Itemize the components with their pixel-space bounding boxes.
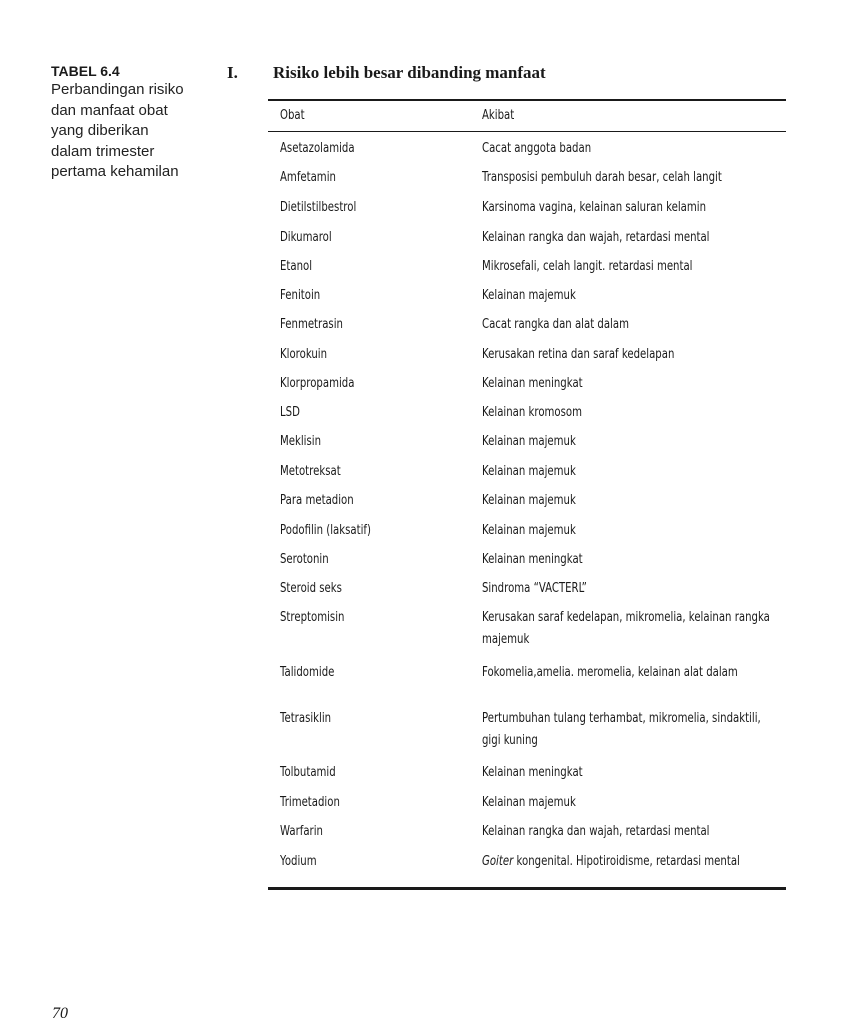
effect-cell: Kelainan meningkat	[482, 376, 583, 391]
effect-cell	[482, 851, 771, 873]
effect-cell: Karsinoma vagina, kelainan saluran kelamin	[482, 200, 707, 215]
effect-cell: Kelainan majemuk	[482, 523, 576, 538]
effect-cell: Kelainan meningkat	[482, 552, 583, 567]
effect-cell: Pertumbuhan tulang terhambat, mikromelia, sindaktili, gigi kuning	[482, 711, 761, 748]
drug-cell: Streptomisin	[280, 610, 345, 625]
effect-cell: Kerusakan saraf kedelapan, mikromelia, kelainan rangka majemuk	[482, 610, 770, 647]
drug-cell: Fenmetrasin	[280, 317, 343, 332]
effect-cell: Cacat rangka dan alat dalam	[482, 317, 629, 332]
drug-cell: Warfarin	[280, 824, 323, 839]
section-title: Risiko lebih besar dibanding manfaat	[273, 63, 546, 82]
caption-line: pertama kehamilan	[51, 163, 179, 180]
effect-cell: Transposisi pembuluh darah besar, celah langit	[482, 170, 722, 185]
drug-cell: Etanol	[280, 259, 313, 274]
table-bottom-rule	[268, 887, 786, 890]
effect-cell: Kelainan rangka dan wajah, retardasi mental	[482, 824, 710, 839]
drug-cell: Podofilin (laksatif)	[280, 523, 371, 538]
effect-cell: Cacat anggota badan	[482, 141, 592, 156]
drug-cell: Klorpropamida	[280, 376, 355, 391]
column-header-effect: Akibat	[482, 108, 515, 123]
effect-cell: Kelainan majemuk	[482, 493, 576, 508]
effect-cell: Kelainan kromosom	[482, 405, 582, 420]
effect-cell: Kelainan majemuk	[482, 288, 576, 303]
drug-cell: Metotreksat	[280, 464, 341, 479]
drug-cell: Tetrasiklin	[280, 711, 332, 726]
drug-cell: Amfetamin	[280, 170, 336, 185]
drug-cell: Dietilstilbestrol	[280, 200, 357, 215]
drug-cell: Trimetadion	[280, 795, 340, 810]
effect-cell: Kerusakan retina dan saraf kedelapan	[482, 347, 675, 362]
drug-cell: Asetazolamida	[280, 141, 355, 156]
effect-italic: Goiter	[482, 854, 514, 869]
drug-cell: LSD	[280, 405, 300, 420]
section-number: I.	[227, 63, 238, 82]
drug-cell: Meklisin	[280, 434, 322, 449]
effect-cell: Fokomelia,amelia. meromelia, kelainan alat dalam	[482, 665, 738, 680]
drug-cell: Para metadion	[280, 493, 354, 508]
drug-cell: Fenitoin	[280, 288, 321, 303]
drug-cell: Serotonin	[280, 552, 329, 567]
drug-cell: Talidomide	[280, 665, 335, 680]
effect-text: kongenital. Hipotiroidisme, retardasi mental	[516, 854, 740, 869]
caption-line: dalam trimester	[51, 142, 155, 160]
caption-line: Perbandingan risiko	[51, 81, 184, 98]
drug-cell: Steroid seks	[280, 581, 342, 596]
page-number: 70	[52, 1005, 68, 1022]
drug-cell: Dikumarol	[280, 230, 332, 245]
drug-cell: Yodium	[280, 854, 317, 869]
effect-cell: Kelainan majemuk	[482, 434, 576, 449]
caption-line: dan manfaat obat	[51, 101, 168, 119]
effect-cell: Kelainan majemuk	[482, 464, 576, 479]
effect-cell: Mikrosefali, celah langit. retardasi mental	[482, 259, 693, 274]
caption-line: yang diberikan	[51, 122, 149, 139]
drug-cell: Tolbutamid	[280, 765, 336, 780]
effect-cell: Kelainan majemuk	[482, 795, 576, 810]
table-label: TABEL 6.4	[51, 63, 120, 79]
effect-cell: Kelainan meningkat	[482, 765, 583, 780]
drug-cell: Klorokuin	[280, 347, 328, 362]
effect-cell: Kelainan rangka dan wajah, retardasi mental	[482, 230, 710, 245]
effect-cell: Sindroma “VACTERL”	[482, 581, 587, 596]
column-header-drug: Obat	[280, 108, 305, 123]
